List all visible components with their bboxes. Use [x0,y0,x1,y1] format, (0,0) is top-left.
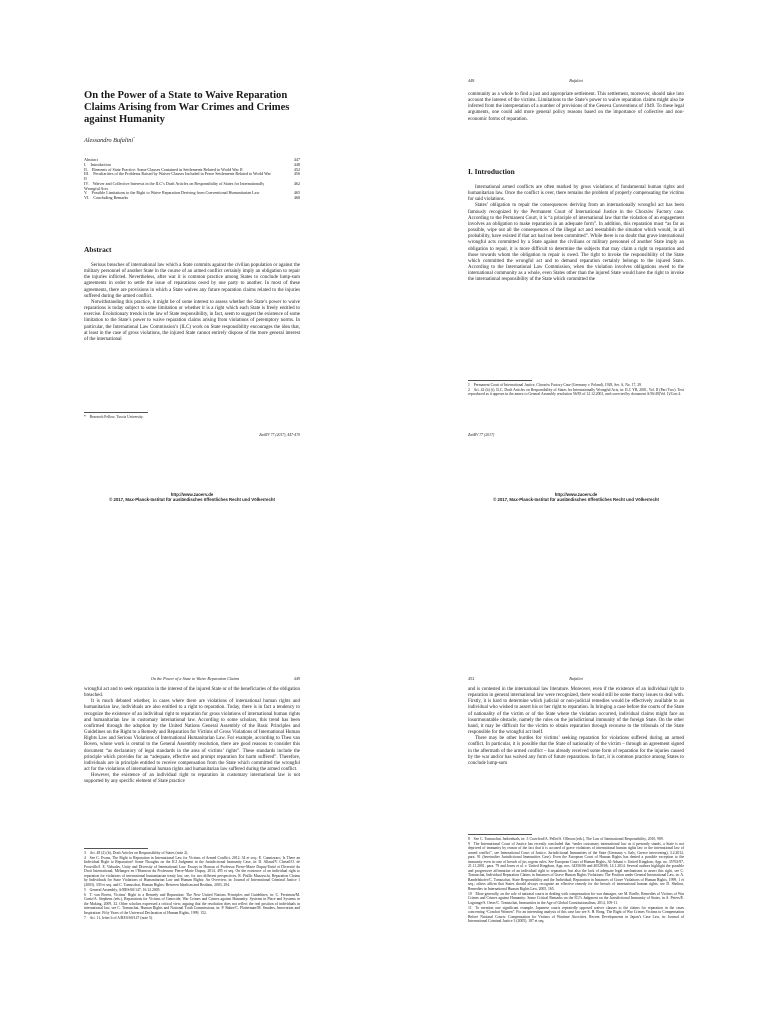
toc-entry-page: 452 [293,166,300,172]
introduction-body [468,185,684,284]
toc-entry-label: IV. Waiver and Collective Interests in the ILC’s Draft Articles on Responsibility of States for Internationally Wrongful Acts [84,180,265,191]
toc-entry-label: VI. Concluding Remarks [84,195,129,200]
toc-entry-label: I. Introduction [84,161,111,167]
paragraph: However, the existence of an individual right to reparation in customary international law is not supported by any specific element of State practice [84,773,300,785]
footnote-rule [468,380,532,381]
toc-entry-label: Abstract [84,157,98,162]
footnote: * Research Fellow, Tuscia University. [84,415,144,419]
stamp-url[interactable]: http://www.zaoerv.de [554,492,598,497]
toc-entry-label: II. Elements of State Practice: Some Clauses Contained in Settlements Related to World War II [84,166,243,172]
abstract-body [84,263,300,343]
journal-citation: ZaöRV 77 (2017), 447-470 [259,433,300,437]
paragraph: There may be other hurdles for victims’ seeking reparation for violations suffered during an armed conflict. In particular, it is possible that the State of nationality of the victim – through an agreement signed in the aftermath of the armed conflict – has already received some form of reparation for the injuries caused by the war and/or has waived any form of future reparations. In fact, it is common practice among States to conclude lump-sum [468,736,684,766]
intro-continuation [468,92,684,123]
running-head: Bufalini [569,676,583,681]
running-head: Bufalini [569,78,583,83]
toc-entry-page: 465 [293,190,300,196]
section-heading: I. Introduction [468,167,515,176]
running-head: On the Power of a State to Waive Reparation Claims [150,676,240,681]
footnote-rule [84,848,148,849]
stamp-copyright: © 2017, Max-Planck-Institut für ausländisches öffentliches Recht und Völkerrecht [493,497,659,503]
footnote: 6 T. van Boven, Victims’ Right to a Remedy and Reparation: The New United Nations Principles and Guidelines, in: C. Ferstman/M. Goetz/A. Stephens (eds.), Reparations for Victims of Genocide, War Crimes and Crimes against Humanity: Systems in Place and Systems in the Making, 2009, 32. Other scholars expressed a critical view, arguing that the resolution does not reflect the real position of individuals in international law, see C. Tomuschat, Human Rights and National Truth Commissions, in: P. Baher/C. Flatterman/M. Smulers, Innovation and Inspiration: Fifty Years of the Universal Declaration of Human Rights, 1999, 152. [84,892,300,915]
stamp-url[interactable]: http://www.zaoerv.de [170,492,214,497]
toc-entry-page: 448 [293,161,300,167]
abstract-heading: Abstract [84,245,112,254]
abstract-paragraph: Notwithstanding this practice, it might be of some interest to assess whether the State’s power to waive reparations is today subject to some limitation or whether it is a right which each State is freely entitled to exercise. Evolutionary trends in the law of State responsibility, in fact, seem to suggest the existence of some limitation to the State’s power to waive reparation claims arising from violations of peremptory norms. In particular, the International Law Commission’s (ILC) work on State responsibility encourages the idea that, at least in the case of gross violations, the injured State cannot entirely dispose of the more general interest of the international [84,299,300,342]
page-body [468,687,684,767]
paragraph: It is much debated whether, in cases where there are violations of international human rights and humanitarian law, individuals are also entitled to a right to reparation. Today, there is in fact a tendency to recognize the existence of an individual right to reparation for gross violations of international human rights and humanitarian law in customary international law. According to some scholars, this trend has been confirmed through the adoption by the United Nations General Assembly of the Basic Principles and Guidelines on the Right to a Remedy and Reparation for Victims of Gross Violations of International Human Rights Law and Serious Violations of International Humanitarian Law. For example, according to Theo van Boven, whose work is central to the General Assembly resolution, there are good reasons to consider this document “as declaratory of legal standards in the area of victims’ rights”. These standards include the principle which provides for an “adequate, effective and prompt reparation for harm suffered”. Therefore, individuals are in principle entitled to receive compensation from the State which committed the wrongful act for the violations of international human rights and humanitarian law suffered during the armed conflict. [84,699,300,773]
page-body [84,687,300,786]
toc-entry[interactable] [84,196,300,201]
footnotes [468,383,684,397]
paragraph: States’ obligation to repair the consequences deriving from an internationally wrongful act has been famously recognized by the Permanent Court of International Justice in the Chorzów Factory case. According to the Permanent Court, it is “a principle of international law that the violation of an engagement involves an obligation to make reparation in an adequate form”. In addition, this reparation must “as far as possible, wipe out all the consequences of the illegal act and reestablish the situation which would, in all probability, have existed if that act had not been committed”. While there is no doubt that grave international wrongful acts committed by a State against the civilians or military personnel of another State imply an obligation to repair, it is more difficult to determine the subjects that may claim a right to reparation and those towards whom the obligation to repair is owed. The right to invoke the responsibility of the State which committed the wrongful act and to demand reparation certainly belongs to the injured State. According to the International Law Commission, when the violation involves obligations owed to the international community as a whole, even States other than the injured State would have the right to invoke the international responsibility of the State which committed the [468,203,684,283]
page-number: 449 [293,676,300,681]
footnote: 5 General Assembly, A/RES/60/147, 16.12.2005. [84,887,161,892]
footnote: 7 Art. 11, letter b of A/RES/60/147 (note 5). [84,915,154,920]
article-title: On the Power of a State to Waive Reparation Claims Arising from War Crimes and Crimes against Humanity [84,90,290,125]
footnotes [84,415,300,420]
author-name-text: Alessandro Bufalini [84,137,134,144]
toc-entry-page: 462 [293,180,300,186]
page-447 [0,0,384,512]
footnote-rule [84,412,148,413]
footnotes [84,851,300,920]
paragraph: International armed conflicts are often marked by gross violations of fundamental human rights and humanitarian law. Once the conflict is over, there remains the problem of properly compensating the victims for said violations. [468,185,684,203]
page-number: 452 [468,676,475,681]
stamp-copyright: © 2017, Max-Planck-Institut für ausländisches öffentliches Recht und Völkerrecht [109,497,275,503]
copyright-stamp [0,492,384,502]
toc-entry-label: III. Peculiarities of the Problems Raised by Waiver Clauses Included in Peace Settlements Related to World War II [84,171,271,181]
journal-citation: ZaöRV 77 (2017) [468,433,495,437]
paragraph: community as a whole to find a just and appropriate settlement. This settlement, moreover, should take into account the interest of the victims. Limitations to the State’s power to waive reparation claims might also be inferred from the interpretation of a number of provisions of the Geneva Conventions of 1949. To these legal arguments, one could add more general policy reasons based on the importance of collective and non-economic forms of reparation. [468,92,684,122]
footnote: 8 See C. Tomuschat, Individuals, in: J. Crawford/A. Pellet/S. Olleson (eds.), The Law of International Responsibility, 2010, 989. [468,837,664,841]
footnote: 1 Permanent Court of International Justice, Chorzów Factory Case (Germany v. Poland), 1928, Ser. A, No. 17, 29. [468,383,642,387]
page-number: 448 [468,78,475,83]
paragraph: and is contested in the international law literature. Moreover, even if the existence of an individual right to reparation in general international law were recognized, there would still be some thorny issues to deal with. Firstly, it is hard to determine which judicial or non-judicial remedies would be effectively available to an individual who wished to assert his or her right to reparation. In bringing a case before the courts of the State of nationality of the victim or of the State where the violation occurred, individual claims might face an insurmountable obstacle, namely the rules on the jurisdictional immunity of the foreign State. On the other hand, it may be difficult for the victim to obtain reparation through recourse to the tribunals of the State responsible for the wrongful act itself. [468,687,684,736]
footnote: 4 See C. Evans, The Right to Reparation in International Law for Victims of Armed Conflict, 2012, 34 et seq.; E. Cannizzaro, Is There an Individual Right to Reparation? Some Thoughts on the ICJ Judgment in the Jurisdictional Immunity Case, in: D. Alland/V. Chetail/O. de Frouville/J. E. Viñuales, Unity and Diversity of International Law: Essays in Honour of Professor Pierre-Marie Dupuy/Unité et Diversité du Droit International, Mélanges en l’Honneur du Professeur Pierre-Marie Dupuy, 2014, 495 et seq. On the existence of an individual right to reparation for violations of international humanitarian treaty law, see, for two different perspectives, R. Pisillo Mazzeschi, Reparation Claims by Individuals for State Violations of Humanitarian Law and Human Rights: An Overview, in: Journal of International Criminal Justice 1 (2003), 339 et seq. and C. Tomuschat, Human Rights: Between Idealism and Realism, 2003, 294. [84,855,300,887]
table-of-contents [84,158,300,201]
toc-entry-page: 468 [293,195,300,200]
author-name: Alessandro Bufalini* [84,135,135,144]
footnotes [468,837,684,924]
footnote-rule [468,834,532,835]
paragraph: wrongful act and to seek reparation in the interest of the injured State or of the beneficiaries of the obligation breached. [84,687,300,699]
copyright-stamp [384,492,768,502]
footnote: 11 To mention one significant example, Japanese courts repeatedly opposed waiver clauses to the claims for reparation in the cases concerning “Comfort Women”. For an interesting analysis of this case law see S. H. Bong, The Right of War Crimes Victims to Compensation Before National Courts: Compensation for Victims of Wartime Atrocities. Recent Developments in Japan’s Case Law, in: Journal of International Criminal Justice 3 (2005), 187 et seq. [468,905,684,924]
footnote: 10 More generally, on the role of national courts in dealing with compensation for war damages, see M. Roelle, Remedies of Victims of War Crimes and Crimes against Humanity: Some Critical Remarks on the ICJ’s Judgment on the Jurisdictional Immunity of States, in A. Peters/E. Lagrange/S. Oeter/C. Tomuschat, Immunities in the Age of Global Constitutionalism, 2014, 109-11. [468,891,684,905]
page-452 [384,512,768,1024]
footnote: 2 Art. 42 (b) (i), ILC, Draft Articles on Responsibility of States for Internationally Wrongful Acts, in: ILC YB, 2001, Vol. II (Part Two). Text reproduced as it appears in the annex to General Assembly resolution 56/83 of 12.12.2001, and corrected by document A/56/49(Vol. I)/Corr.4. [468,387,684,397]
page-449 [0,512,384,1024]
toc-entry-page: 456 [293,171,300,177]
toc-entry-page: 447 [293,157,300,162]
footnote: 9 The International Court of Justice has recently concluded that “under customary international law as it presently stands, a State is not deprived of immunity by reason of the fact that it is accused of grave violations of international human rights law or the international law of armed conflict”, see International Court of Justice, Jurisdictional Immunities of the State (Germany v. Italy, Greece intervening), 3.2.2012, para. 91 (hereinafter Jurisdictional Immunities Case). Even the European Court of Human Rights has denied a possible exception to the immunity even in case of breach of jus cogens rules. See European Court of Human Rights, Al-Adsani v. United Kingdom, App. no. 35763/97, 21.11.2001, para. 79 and Jones et al. v. United Kingdom, App. nos. 34356/06 and 40528/06, 14.1.2014. Several authors highlight the possible and progressive affirmation of an individual right to reparation, but also the lack of adequate legal mechanisms to assert this right, see C. Tomuschat, Individual Reparation Claims in Instances of Grave Human Rights Violations: The Position under General International Law, in: A. Randelzhofer/C. Tomuschat, State Responsibility and the Individual; Reparation in Instances of Grave Violations of Human Rights, 1999, 1 et seq.; others affirm that States should always recognize an effective remedy for the breach of international human rights, see D. Shelton, Remedies in International Human Rights Law, 2005, 165. [468,841,684,891]
abstract-paragraph: Serious breaches of international law which a State commits against the civilian population or against the military personnel of another State in the course of an armed conflict certainly imply an obligation to repair the injuries inflicted. Nevertheless, after war it is common practice among States to conclude lump-sum agreements in order to settle the issue of reparations owed by one party to another. In most of these agreements, there are provisions in which a State waives any future reparation claims related to the injuries suffered during the armed conflict. [84,263,300,299]
toc-entry-label: V. Possible Limitations to the Right to Waive Reparation Deriving from Conventional Humanitarian Law [84,190,260,196]
footnote: 3 Art. 48 (2) (b), Draft Articles on Responsibility of States (note 2). [84,851,189,855]
page-448 [384,0,768,512]
